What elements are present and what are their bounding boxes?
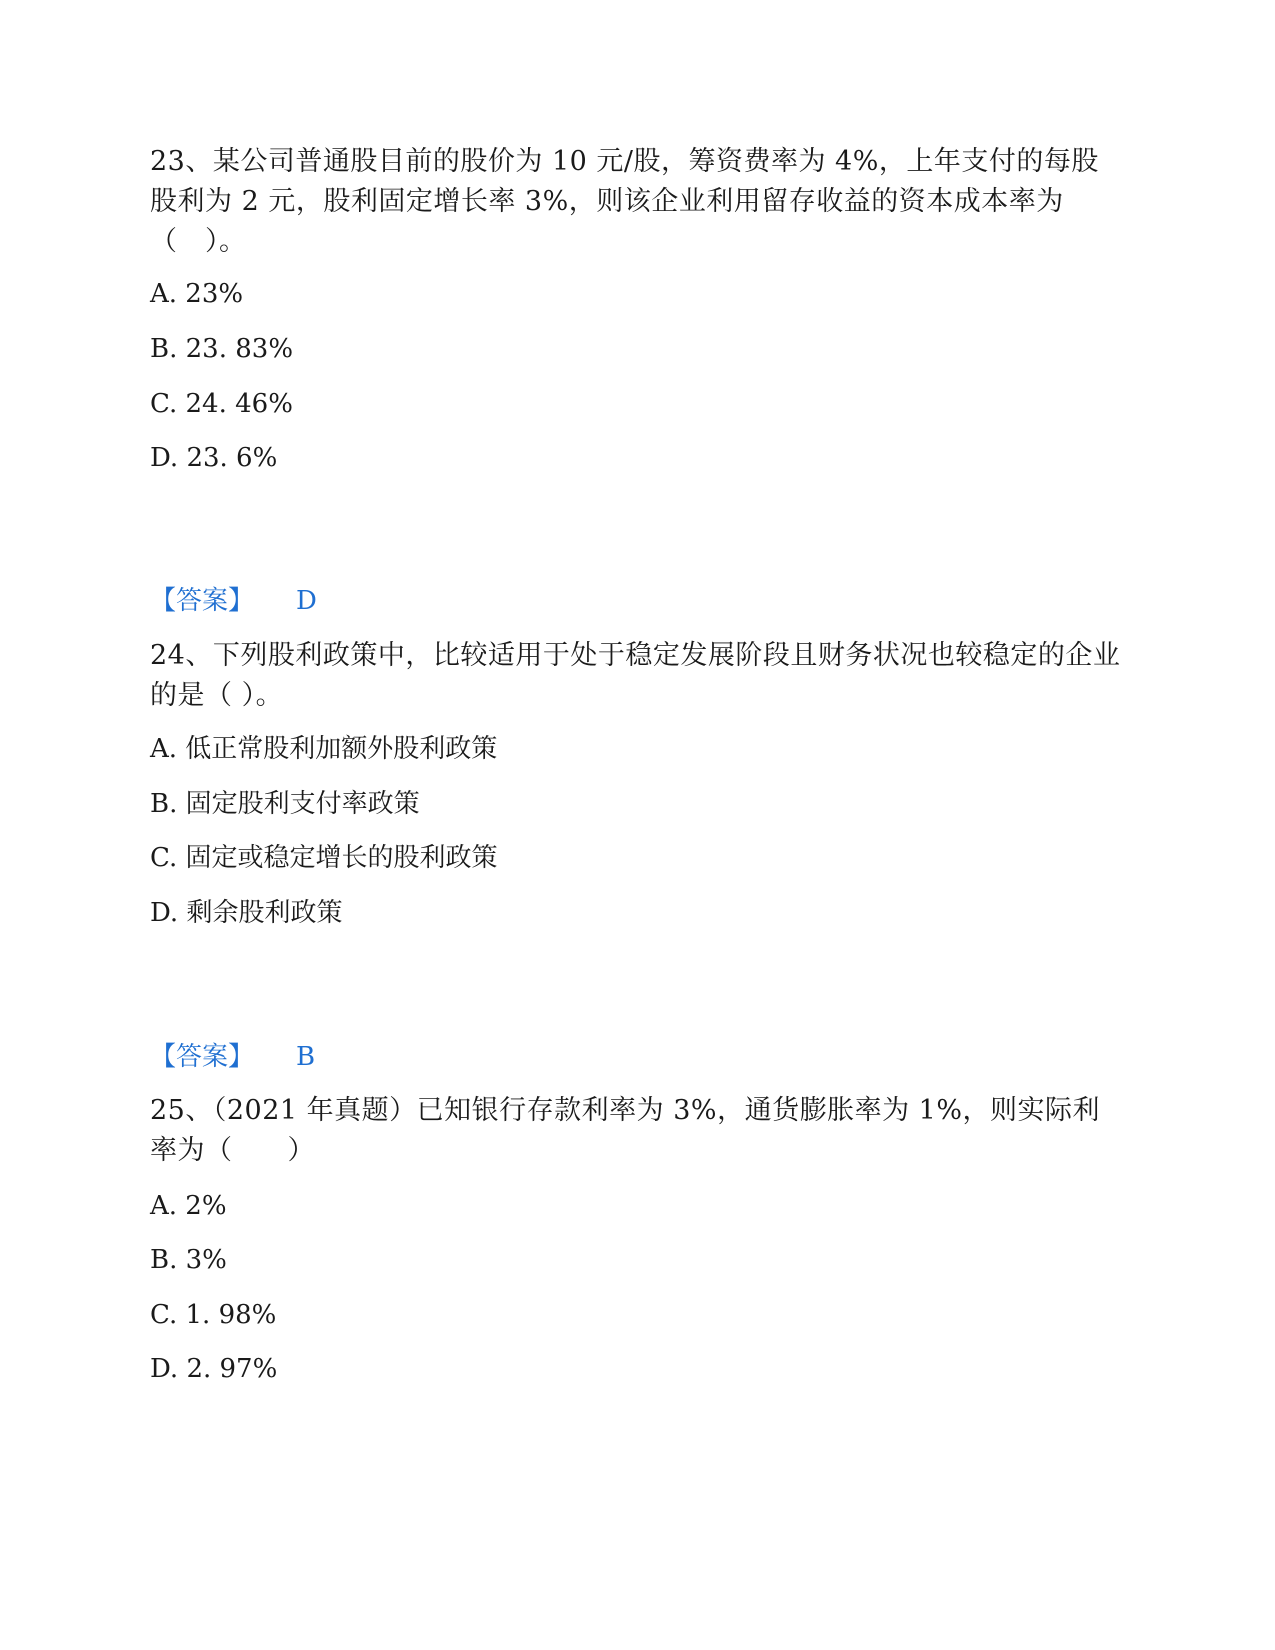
question-24-option-a: A. 低正常股利加额外股利政策 [150,734,498,764]
answer-value: B [296,1042,316,1072]
answer-value: D [296,586,317,616]
question-23-option-d: D. 23. 6% [150,443,278,473]
question-23-option-b: B. 23. 83% [150,334,294,364]
question-24-option-d: D. 剩余股利政策 [150,898,343,928]
question-23-text: 23、某公司普通股目前的股价为 10 元/股，筹资费率为 4%，上年支付的每股股利为 2 元，股利固定增长率 3%，则该企业利用留存收益的资本成本率为（ ）。 [150,146,1099,257]
question-24-text: 24、下列股利政策中，比较适用于处于稳定发展阶段且财务状况也较稳定的企业的是（ ）。 [150,640,1121,711]
question-25-option-a: A. 2% [150,1191,227,1221]
question-23-answer [150,584,317,618]
question-24-option-b: B. 固定股利支付率政策 [150,789,420,819]
question-25-option-c: C. 1. 98% [150,1300,277,1330]
document-page [150,0,1125,1650]
answer-label: 【答案】 [150,1042,255,1072]
question-24-option-c: C. 固定或稳定增长的股利政策 [150,843,498,873]
question-23-option-c: C. 24. 46% [150,389,293,419]
answer-label: 【答案】 [150,586,255,616]
question-24-answer [150,1040,315,1074]
question-23-option-a: A. 23% [150,279,244,309]
question-25-text: 25、（2021 年真题）已知银行存款利率为 3%，通货膨胀率为 1%，则实际利率为（ ） [150,1095,1100,1166]
question-25-option-b: B. 3% [150,1245,227,1275]
question-25-option-d: D. 2. 97% [150,1354,278,1384]
